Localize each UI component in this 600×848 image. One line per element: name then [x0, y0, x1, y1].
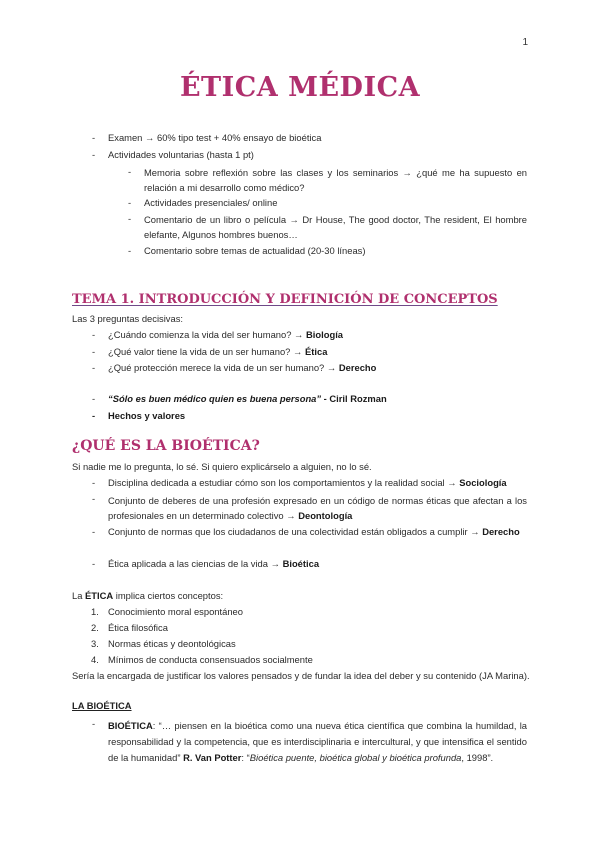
concept-4: Mínimos de conducta consensuados socialmente — [108, 654, 313, 665]
bullet-dash: - — [92, 346, 96, 357]
page-title: ÉTICA MÉDICA — [179, 72, 421, 103]
presenciales-item: Actividades presenciales/ online — [144, 197, 278, 208]
bullet-dash: - — [128, 197, 132, 208]
comentario-libro-item: Comentario de un libro o película → Dr House, The good doctor, The resident, El hombre elefante, Algunos hombres buenos… — [144, 214, 527, 240]
closing-sentence: Sería la encargada de justificar los valores pensados y de fundar la idea del deber y su contenido (JA Marina). — [72, 670, 530, 681]
bullet-dash: - — [92, 477, 96, 488]
list-number: 3. — [91, 638, 99, 649]
comentario-temas-item: Comentario sobre temas de actualidad (20-30 líneas) — [144, 245, 366, 256]
list-number: 1. — [91, 606, 99, 617]
concept-2: Ética filosófica — [108, 622, 168, 633]
question-1: ¿Cuándo comienza la vida del ser humano? → Biología — [108, 329, 344, 340]
def-sociologia: Disciplina dedicada a estudiar cómo son los comportamientos y la realidad social → Sociología — [108, 477, 507, 488]
bullet-dash: - — [92, 558, 96, 569]
bullet-dash: - — [92, 718, 96, 729]
bullet-dash: - — [92, 393, 96, 404]
bullet-dash: - — [92, 132, 96, 143]
que-heading: ¿QUÉ ES LA BIOÉTICA? — [72, 438, 260, 454]
def-deontologia: Conjunto de deberes de una profesión expresado en un código de normas éticas que afectan a los profesionales en un determinado colectivo → Deontología — [108, 495, 527, 521]
concept-1: Conocimiento moral espontáneo — [108, 606, 243, 617]
etica-intro: La ÉTICA implica ciertos conceptos: — [72, 590, 224, 601]
question-3: ¿Qué protección merece la vida de un ser humano? → Derecho — [108, 362, 377, 373]
tema1-lead: Las 3 preguntas decisivas: — [72, 313, 184, 324]
def-bioetica: Ética aplicada a las ciencias de la vida → Bioética — [108, 558, 320, 569]
tema1-heading: TEMA 1. INTRODUCCIÓN Y DEFINICIÓN DE CONCEPTOS — [72, 292, 498, 307]
bullet-dash: - — [128, 213, 132, 224]
que-lead: Si nadie me lo pregunta, lo sé. Si quiero explicárselo a alguien, no lo sé. — [72, 461, 372, 472]
page-number: 1 — [522, 37, 528, 48]
list-number: 2. — [91, 622, 99, 633]
bullet-dash: - — [92, 149, 96, 160]
bullet-dash: - — [92, 362, 96, 373]
voluntary-item: Actividades voluntarias (hasta 1 pt) — [108, 149, 254, 160]
list-number: 4. — [91, 654, 99, 665]
quote-line: “Sólo es buen médico quien es buena persona” - Ciril Rozman — [108, 393, 387, 404]
bullet-dash: - — [92, 329, 96, 340]
concept-3: Normas éticas y deontológicas — [108, 638, 236, 649]
la-bioetica-heading: LA BIOÉTICA — [72, 700, 132, 711]
memoria-item: Memoria sobre reflexión sobre las clases y los seminarios → ¿qué me ha supuesto en relación a mi desarrollo como médico? — [144, 167, 527, 193]
bioetica-definition: BIOÉTICA: “… piensen en la bioética como una nueva ética científica que combina la humildad, la responsabilidad y la competencia, que es interdisciplinaria e intercultural, y que intensifica el sentido de la humanidad” R. Van Potter: “Bioética puente, bioética global y bioética profunda, 1998”. — [108, 720, 527, 763]
question-2: ¿Qué valor tiene la vida de un ser humano? → Ética — [108, 346, 328, 357]
def-derecho: Conjunto de normas que los ciudadanos de una colectividad están obligados a cumplir → Derecho — [108, 526, 520, 537]
bullet-dash: - — [128, 166, 132, 177]
bullet-dash: - — [92, 526, 96, 537]
exam-item: Examen → 60% tipo test + 40% ensayo de bioética — [108, 132, 322, 143]
bullet-dash: - — [92, 493, 96, 504]
hechos-valores: Hechos y valores — [108, 410, 186, 421]
bullet-dash: - — [92, 410, 96, 421]
bullet-dash: - — [128, 245, 132, 256]
